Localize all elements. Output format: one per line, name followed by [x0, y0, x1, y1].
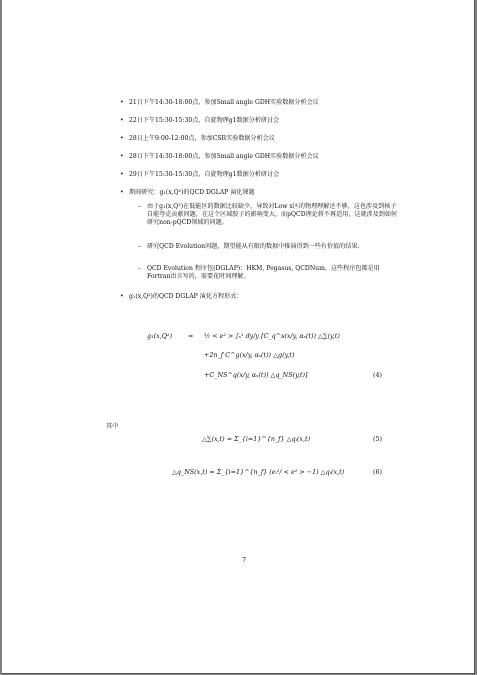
dash-marker: –: [138, 243, 142, 250]
bullet-text: 期间研究：g₁(x,Q²)的QCD DGLAP 演化课题: [129, 189, 255, 196]
eq6-body: △q_NS(x,t) = Σ_{i=1}^{n_f} (eᵢ²/ < e² > −1) △qᵢ(x,t): [172, 468, 345, 476]
bullet-dot-icon: •: [120, 99, 124, 106]
bullet-dot-icon: •: [120, 135, 124, 142]
bullet-dot-icon: •: [120, 117, 124, 124]
bullet-dot-icon: •: [120, 153, 124, 160]
eq4-equals: =: [188, 332, 194, 340]
bullet-text: g₁(x,Q²)的QCD DGLAP 演化方程形式：: [129, 293, 243, 300]
bullet-text: 28日下午14:30-18:00点，参加Small angle GDH实验数据分析会议: [129, 153, 319, 160]
document-page: [2, 0, 475, 674]
bullet-text: 28日上午9:00-12:00点，参加CSR实验数据分析会议: [129, 135, 275, 142]
eq4-line3: +C_NS^q(x/y, αₛ(t)) △q_NS(y,t)]: [204, 371, 308, 379]
eq4-line2: +2n_f C^g(x/y, αₛ(t)) △g(y,t): [204, 351, 295, 359]
eq4-number: (4): [373, 371, 383, 379]
eq5-body: △∑(x,t) = Σ_{i=1}^{n_f} △qᵢ(x,t): [202, 435, 311, 443]
eq4-line1: ½ < e² > ∫ₓ¹ dy/y [C_q^s(x/y, αₛ(t)) △∑(y,t): [204, 332, 340, 340]
bullet-text: 29日下午15:30-15:30点，自旋物理g1数据分析研讨会: [129, 171, 280, 178]
sub-item-text: 研究QCD Evolution问题，期望能从有限的数据中推演得到一些有价值的结果.: [147, 243, 360, 250]
eq6-number: (6): [373, 468, 383, 476]
bullet-dot-icon: •: [120, 171, 124, 178]
eq4-lhs: g₁(x,Q²): [147, 332, 173, 340]
sub-item-text: QCD Evolution 程序包(DGLAP)：HKM, Pegasus, QCDNum，这些程序包都是用Fortran语言写的，需要花时间理解。: [147, 265, 380, 281]
bullet-text: 22日下午15:30-15:30点，自旋物理g1数据分析研讨会: [129, 117, 280, 124]
sub-item-text: 由于g₁(x,Q²)在低能区的数据比较缺少，导致对Low x区的物理理解还不够，这也涉及到核子自能夸克贡献问题，在这个区域胶子的影响变大，而pQCD理论将不再适用，这就涉及到如何研究non-pQCD领域的问题。: [147, 203, 398, 227]
dash-marker: –: [138, 203, 142, 210]
label-qizhong: 其中: [106, 423, 119, 430]
bullet-dot-icon: •: [120, 293, 124, 300]
page-number: 7: [242, 556, 247, 564]
dash-marker: –: [138, 265, 142, 272]
bullet-dot-icon: •: [120, 189, 124, 196]
bullet-text: 21日下午14:30-18:00点，参加Small angle GDH实验数据分析会议: [129, 99, 319, 106]
eq5-number: (5): [373, 435, 383, 443]
